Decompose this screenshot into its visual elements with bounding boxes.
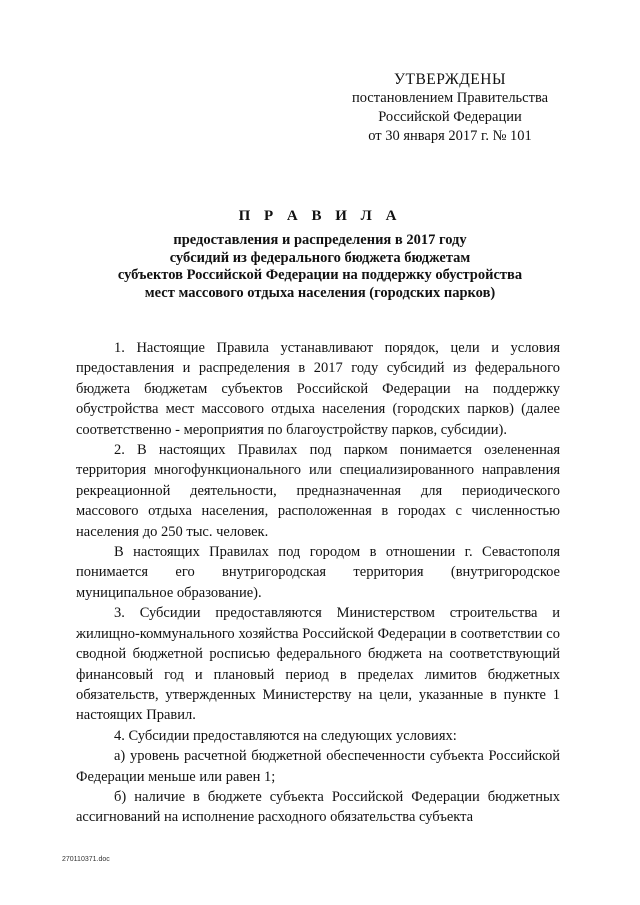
paragraph-1: 1. Настоящие Правила устанавливают порядок, цели и условия предоставления и распределения в 2017 году субсидий из федерального бюджета бюджетам субъектов Российской Федерации на поддержку обустройства мест массового отдыха населения (городских парков) (далее соответственно - мероприятия по благоустройству парков, субсидии). (76, 340, 560, 438)
approval-heading: УТВЕРЖДЕНЫ (394, 71, 506, 88)
paragraph-2: 2. В настоящих Правилах под парком понимается озелененная территория многофункционального или специализированного направления рекреационной деятельности, предназначенная для периодического массового отдыха населения, расположенная в городах с численностью населения до 250 тыс. человек. (76, 442, 560, 540)
document-subtitle (80, 232, 560, 302)
approval-line-1: постановлением Правительства (351, 90, 549, 106)
subtitle-line-2: субсидий из федерального бюджета бюджетам (169, 249, 471, 266)
subtitle-line-3: субъектов Российской Федерации на поддержку обустройства (117, 267, 523, 283)
subtitle-line-4: мест массового отдыха населения (городских парков) (144, 284, 496, 301)
paragraph-3: 3. Субсидии предоставляются Министерством строительства и жилищно-коммунального хозяйства Российской Федерации в соответствии со сводной бюджетной росписью федерального бюджета на соответствующий финансовый год и плановый период в пределах лимитов бюджетных обязательств, утвержденных Министерству на цели, указанные в пункте 1 настоящих Правил. (76, 605, 560, 724)
paragraph-2-sevastopol: В настоящих Правилах под городом в отношении г. Севастополя понимается его внутригородская территория (внутригородское муниципальное образование). (76, 544, 560, 601)
approval-block (340, 70, 560, 146)
paragraph-4: 4. Субсидии предоставляются на следующих условиях: (114, 727, 457, 744)
document-title: П Р А В И Л А (238, 208, 402, 224)
paragraph-4-b: б) наличие в бюджете субъекта Российской Федерации бюджетных ассигнований на исполнение расходного обязательства субъекта (76, 788, 560, 826)
approval-line-2: Российской Федерации (378, 109, 522, 125)
subtitle-line-1: предоставления и распределения в 2017 году (173, 232, 467, 248)
document-body (76, 338, 560, 828)
file-code: 270110371.doc (62, 856, 110, 863)
approval-line-3: от 30 января 2017 г. № 101 (368, 128, 532, 144)
paragraph-4-a: а) уровень расчетной бюджетной обеспеченности субъекта Российской Федерации меньше или равен 1; (76, 748, 560, 785)
